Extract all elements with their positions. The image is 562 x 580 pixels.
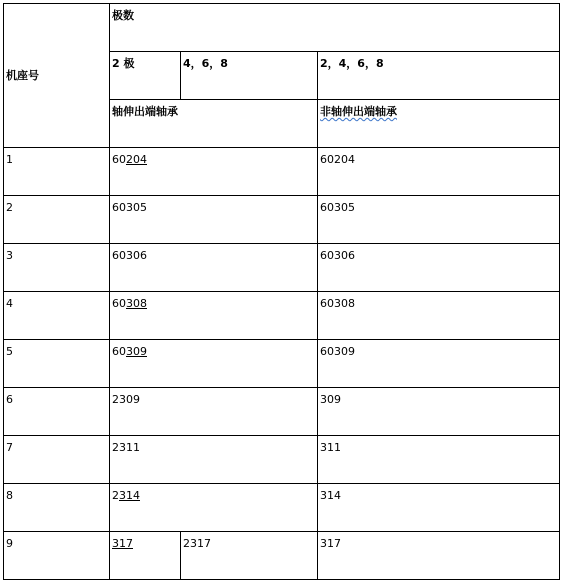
bearing-code-part: 2309 — [112, 393, 140, 406]
table-row — [4, 148, 560, 196]
bearing-code-part: 60 — [112, 345, 126, 358]
non-shaft-end-bearing-cell: 317 — [318, 532, 560, 580]
table-row — [4, 532, 560, 580]
shaft-end-bearing-cell — [110, 244, 318, 292]
table-row — [4, 244, 560, 292]
shaft-end-bearing-cell — [110, 532, 181, 580]
non-shaft-end-bearing-cell: 311 — [318, 436, 560, 484]
non-shaft-end-bearing-label: 非轴伸出端轴承 — [320, 105, 397, 118]
shaft-end-bearing-cell — [110, 148, 318, 196]
bearing-code-underlined: 314 — [119, 489, 140, 502]
bearing-code-part: 2 — [112, 489, 119, 502]
header-row-poles — [4, 4, 560, 52]
bearing-code-part: 60305 — [112, 201, 147, 214]
table-row — [4, 196, 560, 244]
bearing-code-part: 60 — [112, 153, 126, 166]
shaft-end-bearing-header: 轴伸出端轴承 — [110, 100, 318, 148]
frame-number-cell: 1 — [4, 148, 110, 196]
frame-number-cell: 8 — [4, 484, 110, 532]
frame-number-cell: 3 — [4, 244, 110, 292]
non-shaft-end-bearing-cell: 60309 — [318, 340, 560, 388]
bearing-table-wrapper — [3, 3, 560, 580]
table-row — [4, 436, 560, 484]
pole-2-4-6-8-header: 2，4，6，8 — [318, 52, 560, 100]
frame-number-header: 机座号 — [4, 4, 110, 148]
table-row — [4, 388, 560, 436]
bearing-code-part: 60 — [112, 297, 126, 310]
bearing-code-underlined: 317 — [112, 537, 133, 550]
bearing-table — [3, 3, 560, 580]
non-shaft-end-bearing-cell: 60305 — [318, 196, 560, 244]
table-row — [4, 484, 560, 532]
shaft-end-bearing-4-6-8-cell: 2317 — [181, 532, 318, 580]
shaft-end-bearing-cell — [110, 340, 318, 388]
bearing-code-underlined: 309 — [126, 345, 147, 358]
bearing-code-part: 2311 — [112, 441, 140, 454]
frame-number-cell: 2 — [4, 196, 110, 244]
shaft-end-bearing-cell — [110, 388, 318, 436]
table-row — [4, 340, 560, 388]
table-row — [4, 292, 560, 340]
shaft-end-bearing-cell — [110, 484, 318, 532]
bearing-code-underlined: 308 — [126, 297, 147, 310]
non-shaft-end-bearing-cell: 314 — [318, 484, 560, 532]
non-shaft-end-bearing-cell: 60308 — [318, 292, 560, 340]
bearing-code-underlined: 204 — [126, 153, 147, 166]
pole-2-header: 2 极 — [110, 52, 181, 100]
shaft-end-bearing-cell — [110, 196, 318, 244]
non-shaft-end-bearing-cell: 309 — [318, 388, 560, 436]
shaft-end-bearing-cell — [110, 436, 318, 484]
frame-number-cell: 9 — [4, 532, 110, 580]
non-shaft-end-bearing-header — [318, 100, 560, 148]
bearing-code-part: 60306 — [112, 249, 147, 262]
frame-number-cell: 4 — [4, 292, 110, 340]
frame-number-cell: 6 — [4, 388, 110, 436]
shaft-end-bearing-cell — [110, 292, 318, 340]
non-shaft-end-bearing-cell: 60204 — [318, 148, 560, 196]
pole-4-6-8-header: 4，6，8 — [181, 52, 318, 100]
non-shaft-end-bearing-cell: 60306 — [318, 244, 560, 292]
frame-number-cell: 5 — [4, 340, 110, 388]
frame-number-cell: 7 — [4, 436, 110, 484]
poles-header: 极数 — [110, 4, 560, 52]
